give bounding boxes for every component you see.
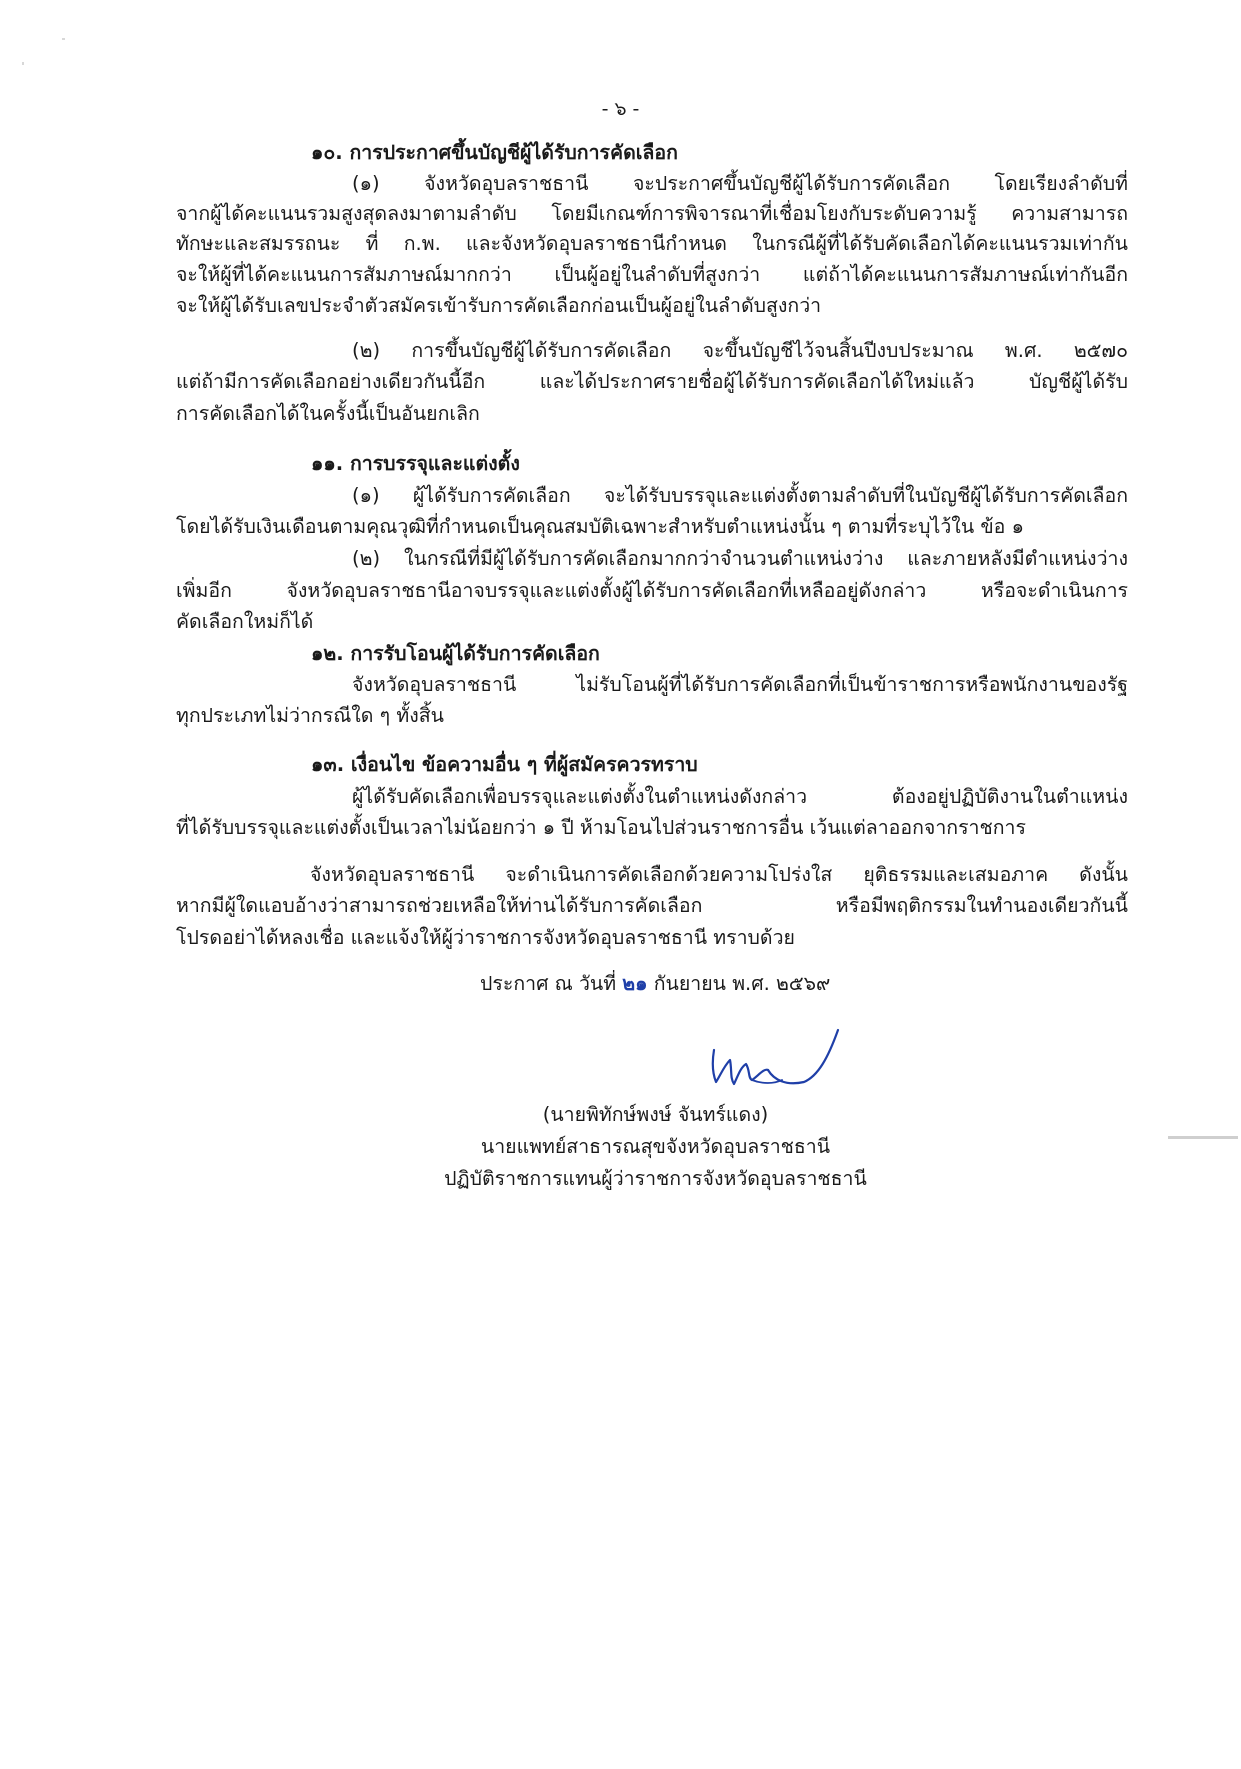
- closing-line: จังหวัดอุบลราชธานี จะดำเนินการคัดเลือกด้วยความโปร่งใส ยุติธรรมและเสมอภาค ดังนั้น: [310, 863, 1128, 886]
- page-number: - ๖ -: [601, 98, 640, 120]
- section-12-heading: ๑๒. การรับโอนผู้ได้รับการคัดเลือก: [311, 642, 600, 665]
- paragraph-line: การคัดเลือกได้ในครั้งนี้เป็นอันยกเลิก: [176, 402, 480, 425]
- paragraph-line: ทักษะและสมรรถนะ ที่ ก.พ. และจังหวัดอุบลราชธานีกำหนด ในกรณีผู้ที่ได้รับคัดเลือกได้คะแนนรวมเท่ากัน: [176, 232, 1128, 255]
- closing-line: โปรดอย่าได้หลงเชื่อ และแจ้งให้ผู้ว่าราชการจังหวัดอุบลราชธานี ทราบด้วย: [176, 926, 795, 949]
- paragraph-line: (๒) ในกรณีที่มีผู้ได้รับการคัดเลือกมากกว่าจำนวนตำแหน่งว่าง และภายหลังมีตำแหน่งว่าง: [352, 547, 1128, 570]
- announce-suffix: กันยายน พ.ศ. ๒๕๖๙: [653, 972, 831, 995]
- section-13-heading: ๑๓. เงื่อนไข ข้อความอื่น ๆ ที่ผู้สมัครควรทราบ: [311, 753, 698, 776]
- paragraph-line: คัดเลือกใหม่ก็ได้: [176, 610, 314, 633]
- announce-day: ๒๑: [622, 972, 648, 995]
- paragraph-line: จังหวัดอุบลราชธานี ไม่รับโอนผู้ที่ได้รับการคัดเลือกที่เป็นข้าราชการหรือพนักงานของรัฐ: [352, 673, 1128, 696]
- paragraph-line: (๑) ผู้ได้รับการคัดเลือก จะได้รับบรรจุและแต่งตั้งตามลำดับที่ในบัญชีผู้ได้รับการคัดเลือก: [352, 484, 1128, 507]
- paragraph-line: ทุกประเภทไม่ว่ากรณีใด ๆ ทั้งสิ้น: [176, 704, 444, 727]
- paragraph-line: จะให้ผู้ได้รับเลขประจำตัวสมัครเข้ารับการคัดเลือกก่อนเป็นผู้อยู่ในลำดับสูงกว่า: [176, 294, 822, 317]
- signatory-acting: ปฏิบัติราชการแทนผู้ว่าราชการจังหวัดอุบลราชธานี: [444, 1167, 867, 1190]
- signatory-title: นายแพทย์สาธารณสุขจังหวัดอุบลราชธานี: [480, 1135, 831, 1158]
- paragraph-line: ที่ได้รับบรรจุและแต่งตั้งเป็นเวลาไม่น้อยกว่า ๑ ปี ห้ามโอนไปส่วนราชการอื่น เว้นแต่ลาออกจากราชการ: [176, 816, 1026, 839]
- paragraph-line: จะให้ผู้ที่ได้คะแนนการสัมภาษณ์มากกว่า เป็นผู้อยู่ในลำดับที่สูงกว่า แต่ถ้าได้คะแนนการสัมภาษณ์เท่ากันอีก: [176, 263, 1128, 286]
- announce-prefix: ประกาศ ณ วันที่: [480, 972, 617, 995]
- paragraph-line: (๒) การขึ้นบัญชีผู้ได้รับการคัดเลือก จะขึ้นบัญชีไว้จนสิ้นปีงบประมาณ พ.ศ. ๒๕๗๐: [352, 339, 1128, 362]
- section-10-heading: ๑๐. การประกาศขึ้นบัญชีผู้ได้รับการคัดเลือก: [311, 141, 678, 164]
- announce-date: [480, 970, 830, 998]
- scan-speck: [62, 38, 65, 40]
- closing-line: หากมีผู้ใดแอบอ้างว่าสามารถช่วยเหลือให้ท่านได้รับการคัดเลือก หรือมีพฤติกรรมในทำนองเดียวกันนี้: [176, 894, 1128, 917]
- handwritten-signature: [700, 1010, 860, 1100]
- signatory-name: (นายพิทักษ์พงษ์ จันทร์แดง): [542, 1103, 769, 1126]
- paragraph-line: ผู้ได้รับคัดเลือกเพื่อบรรจุและแต่งตั้งในตำแหน่งดังกล่าว ต้องอยู่ปฏิบัติงานในตำแหน่ง: [352, 785, 1128, 808]
- paragraph-line: เพิ่มอีก จังหวัดอุบลราชธานีอาจบรรจุและแต่งตั้งผู้ได้รับการคัดเลือกที่เหลืออยู่ดังกล่าว หรือจะดำเนินการ: [176, 579, 1128, 602]
- paragraph-line: (๑) จังหวัดอุบลราชธานี จะประกาศขึ้นบัญชีผู้ได้รับการคัดเลือก โดยเรียงลำดับที่: [352, 172, 1128, 195]
- scan-speck: [22, 62, 24, 65]
- paragraph-line: โดยได้รับเงินเดือนตามคุณวุฒิที่กำหนดเป็นคุณสมบัติเฉพาะสำหรับตำแหน่งนั้น ๆ ตามที่ระบุไว้ใน ข้อ ๑: [176, 515, 1024, 538]
- paragraph-line: แต่ถ้ามีการคัดเลือกอย่างเดียวกันนี้อีก และได้ประกาศรายชื่อผู้ได้รับการคัดเลือกได้ใหม่แล้ว บัญชีผู้ได้รับ: [176, 370, 1128, 393]
- section-11-heading: ๑๑. การบรรจุและแต่งตั้ง: [311, 452, 520, 475]
- paragraph-line: จากผู้ได้คะแนนรวมสูงสุดลงมาตามลำดับ โดยมีเกณฑ์การพิจารณาที่เชื่อมโยงกับระดับความรู้ ความสามารถ: [176, 202, 1128, 225]
